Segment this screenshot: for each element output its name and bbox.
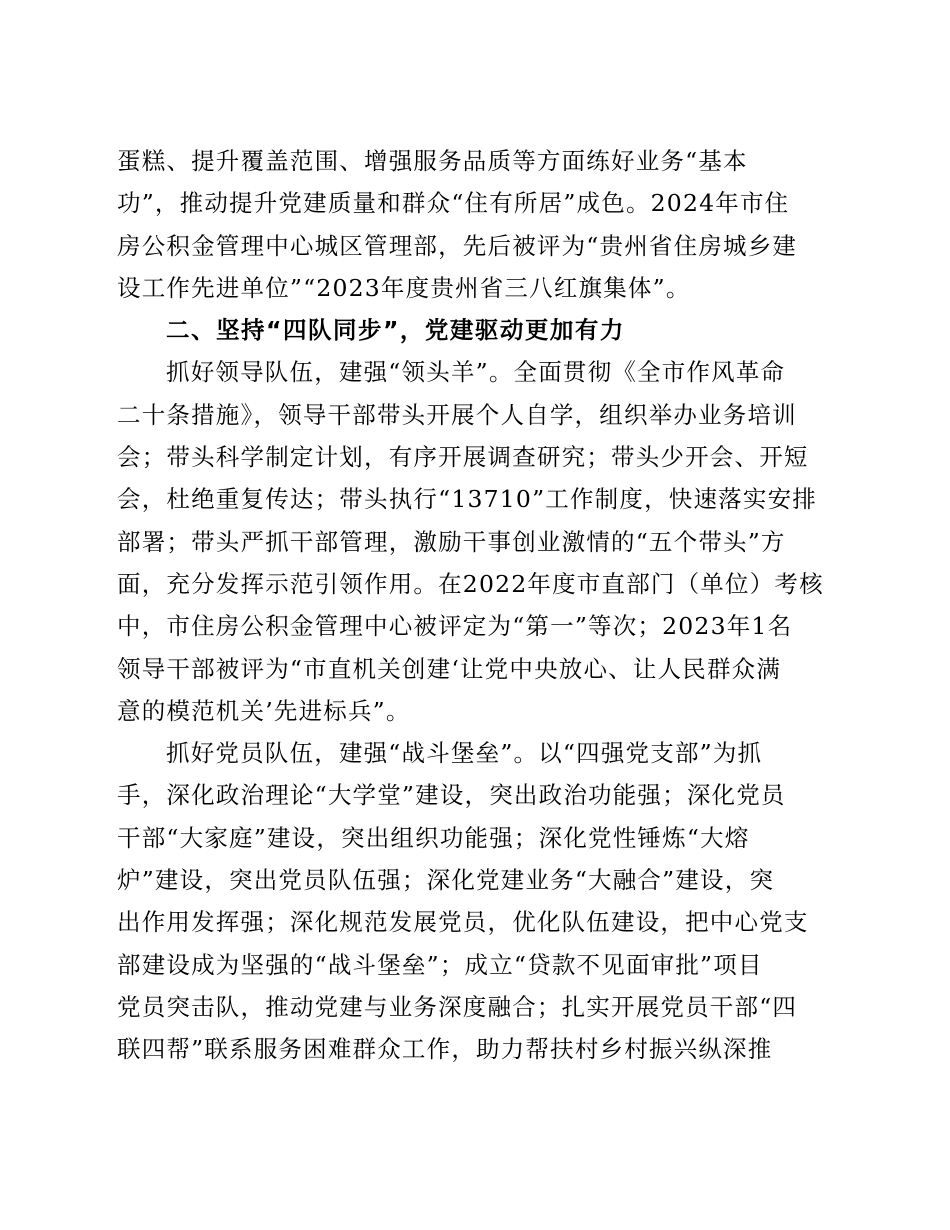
- text-line: 出作用发挥强；深化规范发展党员，优化队伍建设，把中心党支: [117, 908, 809, 937]
- text-line: 意的模范机关’先进标兵”。: [117, 696, 411, 725]
- text-line: 手，深化政治理论“大学堂”建设，突出政治功能强；深化党员: [117, 781, 786, 810]
- text-line: 功”，推动提升党建质量和群众“住有所居”成色。2024年市住: [117, 189, 790, 218]
- section-heading: 二、坚持“四队同步”，党建驱动更加有力: [166, 316, 625, 345]
- text-line: 设工作先进单位”“2023年度贵州省三八红旗集体”。: [117, 273, 691, 302]
- text-line: 抓好党员队伍，建强“战斗堡垒”。以“四强党支部”为抓: [166, 739, 763, 768]
- text-line: 房公积金管理中心城区管理部，先后被评为“贵州省住房城乡建: [117, 231, 798, 260]
- text-line: 炉”建设，突出党员队伍强；深化党建业务“大融合”建设，突: [117, 866, 775, 895]
- text-line: 干部“大家庭”建设，突出组织功能强；深化党性锤炼“大熔: [117, 823, 750, 852]
- text-line: 领导干部被评为“市直机关创建‘让党中央放心、让人民群众满: [117, 654, 782, 683]
- text-line: 会，杜绝重复传达；带头执行“13710”工作制度，快速落实安排: [117, 485, 817, 514]
- document-page: [117, 140, 833, 1071]
- text-line: 抓好领导队伍，建强“领头羊”。全面贯彻《全市作风革命: [166, 358, 786, 387]
- text-line: 部建设成为坚强的“战斗堡垒”；成立“贷款不见面审批”项目: [117, 950, 763, 979]
- text-line: 二十条措施》，领导干部带头开展个人自学，组织举办业务培训: [117, 400, 797, 429]
- text-line: 中，市住房公积金管理中心被评定为“第一”等次；2023年1名: [117, 612, 793, 641]
- text-line: 会；带头科学制定计划，有序开展调查研究；带头少开会、开短: [117, 443, 809, 472]
- text-line: 部署；带头严抓干部管理，激励干事创业激情的“五个带头”方: [117, 527, 786, 556]
- text-line: 面，充分发挥示范引领作用。在2022年度市直部门（单位）考核: [117, 569, 824, 598]
- text-line: 蛋糕、提升覆盖范围、增强服务品质等方面练好业务“基本: [117, 147, 748, 175]
- text-line: 党员突击队，推动党建与业务深度融合；扎实开展党员干部“四: [117, 992, 798, 1021]
- text-line: 联四帮”联系服务困难群众工作，助力帮扶村乡村振兴纵深推: [117, 1035, 773, 1064]
